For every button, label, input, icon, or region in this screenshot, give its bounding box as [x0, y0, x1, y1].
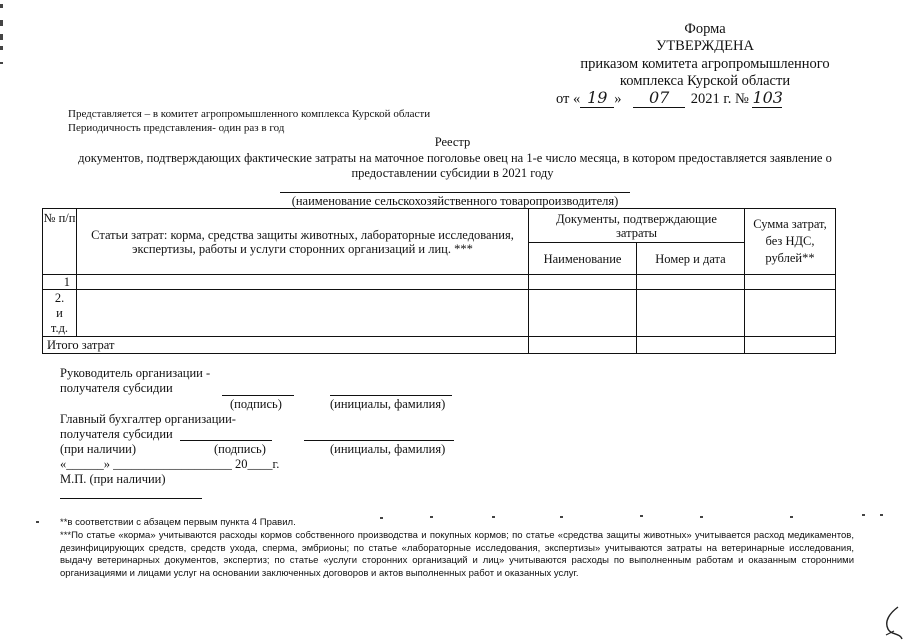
head-name-caption: (инициалы, фамилия)	[330, 397, 446, 411]
periodicity: Периодичность представления- один раз в год	[68, 122, 285, 134]
scan-mark	[862, 514, 865, 516]
form-label: Форма	[684, 21, 726, 37]
order-year: 2021 г. №	[690, 91, 749, 107]
date-line: «______» ___________________ 20____г.	[60, 457, 280, 471]
scan-mark	[430, 516, 433, 518]
date-prefix: от «	[556, 91, 581, 107]
row-2-item	[77, 290, 529, 337]
total-doc-number	[637, 337, 745, 354]
scan-mark	[790, 516, 793, 518]
total-label: Итого затрат	[43, 337, 529, 354]
row-1-item	[77, 275, 529, 290]
stamp-label: М.П. (при наличии)	[60, 472, 166, 486]
row-2-doc-number	[637, 290, 745, 337]
order-day: 19	[580, 89, 614, 108]
registry-title: Реестр	[434, 135, 471, 149]
order-number: 103	[752, 88, 783, 107]
date-mid: »	[614, 91, 622, 107]
scan-mark	[0, 20, 3, 26]
cost-registry-table	[42, 208, 836, 354]
row-2-num-b: и	[56, 305, 63, 320]
header-doc-name: Наименование	[529, 243, 637, 275]
acc-label-1: Главный бухгалтер организации-	[60, 412, 236, 426]
order-date-line	[556, 89, 782, 108]
registry-subtitle-cont: предоставлении субсидии в 2021 году	[351, 166, 554, 180]
scan-mark	[0, 46, 3, 50]
head-name-line	[330, 395, 452, 396]
producer-caption: (наименование сельскохозяйственного товаропроизводителя)	[291, 194, 619, 208]
header-docs: Документы, подтверждающие затраты	[529, 209, 745, 243]
acc-label-3: (при наличии)	[60, 442, 137, 456]
acc-name-caption: (инициалы, фамилия)	[330, 442, 446, 456]
total-doc-name	[529, 337, 637, 354]
scan-mark	[640, 515, 643, 517]
header-sum: Сумма затрат, без НДС, рублей**	[745, 209, 836, 275]
scan-mark	[700, 516, 703, 518]
acc-label-2: получателя субсидии	[60, 427, 173, 441]
scan-mark	[380, 517, 383, 519]
scan-mark	[0, 4, 3, 8]
row-1-doc-name	[529, 275, 637, 290]
acc-sign-caption: (подпись)	[214, 442, 266, 456]
scan-mark	[0, 34, 3, 40]
approved-label: УТВЕРЖДЕНА	[656, 38, 754, 54]
head-sign-caption: (подпись)	[230, 397, 282, 411]
acc-sign-line	[180, 440, 272, 441]
row-1-sum	[745, 275, 836, 290]
scan-mark	[0, 62, 3, 64]
row-1-num: 1	[43, 275, 77, 290]
row-2-num	[43, 290, 77, 337]
scan-mark	[880, 514, 883, 516]
row-2-num-a: 2.	[54, 290, 65, 305]
footnote-separator	[60, 498, 202, 499]
header-doc-number: Номер и дата	[637, 243, 745, 275]
header-num: № п/п	[43, 209, 77, 275]
head-label-1: Руководитель организации -	[60, 366, 211, 380]
head-sign-line	[222, 395, 294, 396]
order-month: 07	[633, 89, 685, 108]
signature-mark-icon	[878, 605, 905, 640]
header-items: Статьи затрат: корма, средства защиты животных, лабораторные исследования, экспертизы, работы и услуги сторонних организаций и лиц. ***	[77, 209, 529, 275]
scan-mark	[492, 516, 495, 518]
total-sum	[745, 337, 836, 354]
acc-name-line	[304, 440, 454, 441]
row-2-sum	[745, 290, 836, 337]
footnote-2: **в соответствии с абзацем первым пункта 4 Правил.	[60, 517, 296, 528]
producer-name-line	[280, 192, 630, 193]
scan-mark	[36, 521, 39, 523]
scan-mark	[560, 516, 563, 518]
submitted-to: Представляется – в комитет агропромышленного комплекса Курской области	[68, 108, 431, 120]
registry-subtitle: документов, подтверждающих фактические затраты на маточное поголовье овец на 1-е число месяца, в котором предоставляется заявление о	[78, 151, 832, 165]
row-2-num-c: т.д.	[50, 320, 69, 335]
head-label-2: получателя субсидии	[60, 381, 173, 395]
row-2-doc-name	[529, 290, 637, 337]
committee-line: комплекса Курской области	[619, 73, 791, 89]
order-line: приказом комитета агропромышленного	[580, 56, 830, 72]
footnote-3: ***По статье «корма» учитываются расходы кормов собственного производства и покупных кормов; по статье «средства защиты животных» учитывается расход медикаментов, дезинфицирующих средств, средств ухода, спермa, эмбрионы; по статье «лабораторные исследования, экспертизы» учитываются затраты на ветеринарные исследования, выдачу ветеринарных документов, экспертиз; по статье «услуги сторонних организаций и лиц» учитываются расходы по выполненным работам и оказанным сторонними организациями и лицами услуг на основании заключенных договоров и актов выполненных работ и оказанных услуг.	[60, 530, 854, 579]
row-1-doc-number	[637, 275, 745, 290]
